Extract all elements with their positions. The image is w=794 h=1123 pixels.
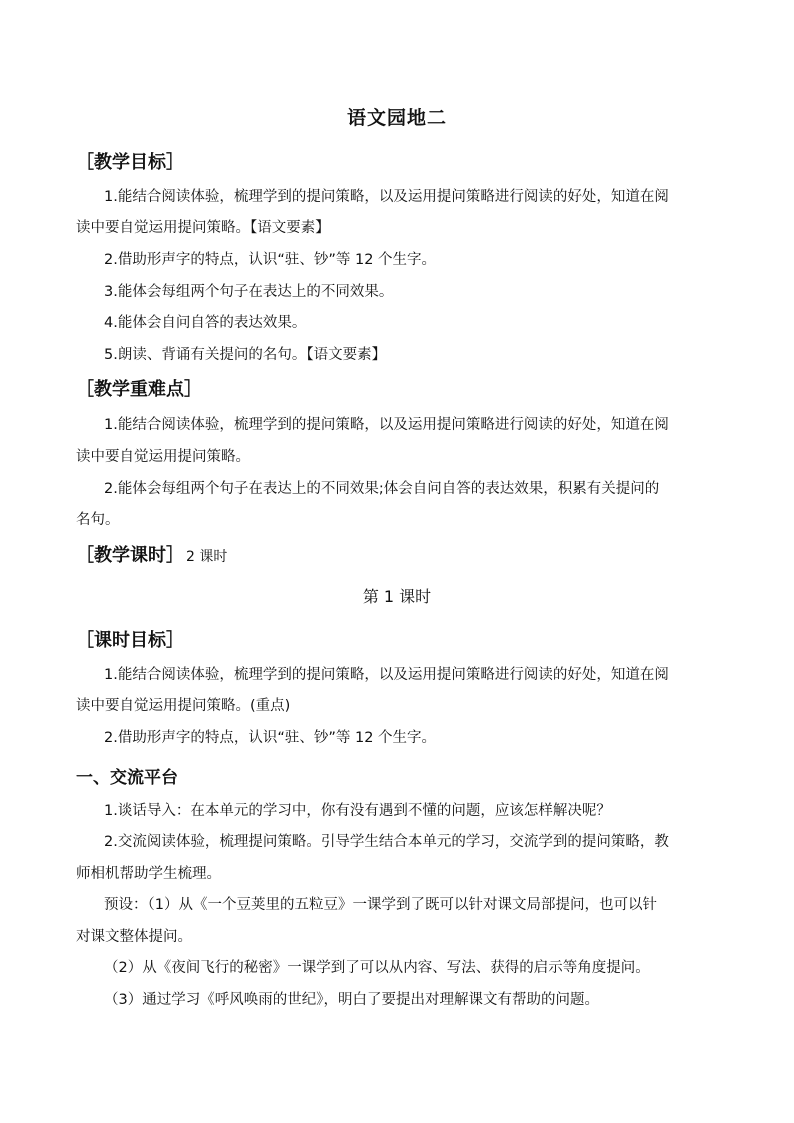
section-line: 师相机帮助学生梳理。: [76, 866, 221, 882]
goal-line: 读中要自觉运用提问策略。【语文要素】: [76, 220, 330, 236]
goal-line: 2.借助形声字的特点，认识“驻、钞”等 12 个生字。: [104, 252, 437, 268]
goal-line: 5.朗读、背诵有关提问的名句。【语文要素】: [104, 347, 387, 363]
section-line: 对课文整体提问。: [76, 929, 192, 945]
document-title: 语文园地二: [346, 107, 447, 129]
class-hours-heading: ［教学课时］: [76, 545, 184, 566]
class-hours-value: 2 课时: [186, 549, 228, 565]
goal-line: 3.能体会每组两个句子在表达上的不同效果。: [104, 284, 394, 300]
teaching-goals-heading: ［教学目标］: [76, 152, 184, 173]
section-line: 1.谈话导入：在本单元的学习中，你有没有遇到不懂的问题，应该怎样解决呢？: [104, 803, 611, 819]
class-hours-row: [76, 541, 227, 567]
section-line: 预设：（1）从《一个豆荚里的五粒豆》一课学到了既可以针对课文局部提问，也可以针: [104, 897, 657, 913]
lesson-title: 第 1 课时: [362, 587, 432, 606]
key-points-heading: ［教学重难点］: [76, 379, 202, 400]
key-point-line: 1.能结合阅读体验，梳理学到的提问策略，以及运用提问策略进行阅读的好处，知道在阅: [104, 417, 669, 433]
lesson-goal-line: 读中要自觉运用提问策略。(重点): [76, 698, 291, 714]
section-line: 2.交流阅读体验，梳理提问策略。引导学生结合本单元的学习，交流学到的提问策略，教: [104, 834, 669, 850]
goal-line: 4.能体会自问自答的表达效果。: [104, 315, 307, 331]
section-line: （2）从《夜间飞行的秘密》一课学到了可以从内容、写法、获得的启示等角度提问。: [104, 960, 650, 976]
lesson-goal-line: 2.借助形声字的特点，认识“驻、钞”等 12 个生字。: [104, 730, 437, 746]
goal-line: 1.能结合阅读体验，梳理学到的提问策略，以及运用提问策略进行阅读的好处，知道在阅: [104, 189, 669, 205]
key-point-line: 读中要自觉运用提问策略。: [76, 449, 250, 465]
key-point-line: 2.能体会每组两个句子在表达上的不同效果;体会自问自答的表达效果，积累有关提问的: [104, 481, 660, 497]
lesson-goal-line: 1.能结合阅读体验，梳理学到的提问策略，以及运用提问策略进行阅读的好处，知道在阅: [104, 667, 669, 683]
lesson-goals-heading: ［课时目标］: [76, 630, 184, 651]
section-heading-exchange-platform: 一、交流平台: [76, 768, 178, 788]
section-line: （3）通过学习《呼风唤雨的世纪》，明白了要提出对理解课文有帮助的问题。: [104, 992, 599, 1008]
key-point-line: 名句。: [76, 512, 120, 528]
